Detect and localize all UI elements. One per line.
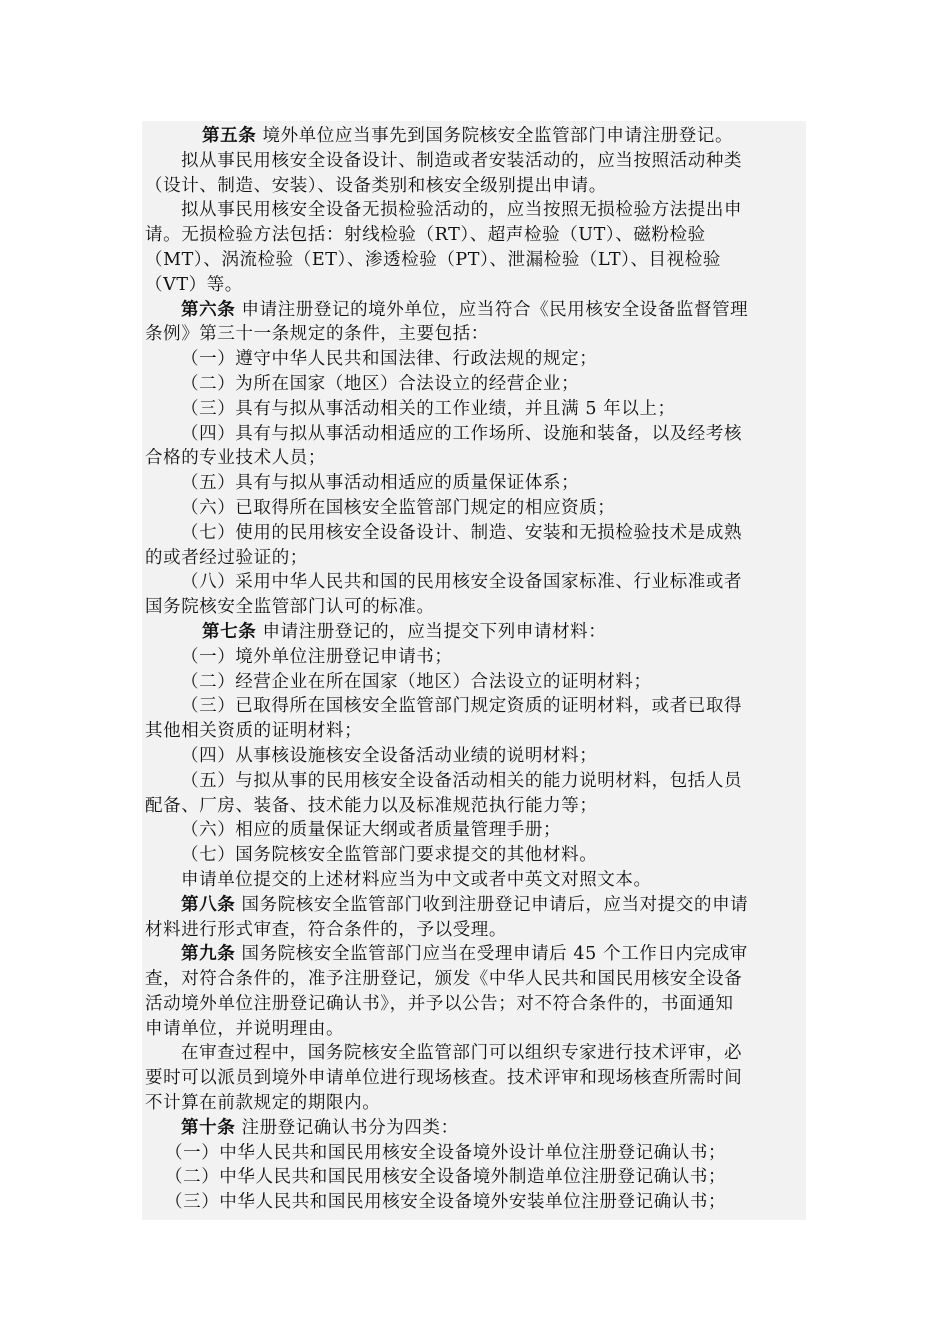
article-10-line-1: 第十条 注册登记确认书分为四类： (181, 1117, 459, 1138)
article-8-line-2: 材料进行形式审查，符合条件的，予以受理。 (145, 919, 507, 940)
article-6-line-1: 第六条 申请注册登记的境外单位，应当符合《民用核安全设备监督管理 (181, 299, 749, 320)
article-9-line-2: 查，对符合条件的，准予注册登记，颁发《中华人民共和国民用核安全设备 (145, 969, 743, 990)
article-5-heading: 第五条 (202, 126, 257, 146)
article-5-line-1: 第五条 境外单位应当事先到国务院核安全监管部门申请注册登记。 (202, 126, 734, 146)
article-10-item: （一）中华人民共和国民用核安全设备境外设计单位注册登记确认书； (165, 1142, 727, 1163)
article-5-p3-line-1: 拟从事民用核安全设备无损检验活动的，应当按照无损检验方法提出申 (181, 200, 743, 221)
article-9-p2-line-3: 不计算在前款规定的期限内。 (145, 1093, 381, 1114)
article-9-p2-line-2: 要时可以派员到境外申请单位进行现场核查。技术评审和现场核查所需时间 (145, 1068, 743, 1089)
article-6-item: （一）遵守中华人民共和国法律、行政法规的规定； (181, 349, 598, 370)
article-5-p3-line-2: 请。无损检验方法包括：射线检验（RT）、超声检验（UT）、磁粉检验 (145, 225, 706, 246)
article-6-item-cont: 的或者经过验证的； (145, 547, 308, 568)
article-9-line-1: 第九条 国务院核安全监管部门应当在受理申请后 45 个工作日内完成审 (181, 944, 748, 965)
article-6-line-2: 条例》第三十一条规定的条件，主要包括： (145, 324, 489, 345)
article-7-heading: 第七条 (202, 621, 257, 642)
article-6-item: （三）具有与拟从事活动相关的工作业绩，并且满 5 年以上； (181, 398, 676, 419)
article-5-p2-line-2: （设计、制造、安装）、设备类别和核安全级别提出申请。 (145, 175, 607, 196)
article-6-item: （六）已取得所在国核安全监管部门规定的相应资质； (181, 497, 616, 518)
article-7-item: （一）境外单位注册登记申请书； (181, 646, 453, 667)
article-6-item: （二）为所在国家（地区）合法设立的经营企业； (181, 373, 580, 394)
article-7-item-cont: 其他相关资质的证明材料； (145, 721, 363, 742)
article-5-p3-line-4: （VT）等。 (145, 274, 243, 295)
article-5-p3-line-3: （MT）、涡流检验（ET）、渗透检验（PT）、泄漏检验（LT）、目视检验 (145, 249, 721, 270)
article-6-item: （八）采用中华人民共和国的民用核安全设备国家标准、行业标准或者 (181, 572, 743, 593)
article-7-item-cont: 配备、厂房、装备、技术能力以及标准规范执行能力等； (145, 795, 598, 816)
article-7-item: （五）与拟从事的民用核安全设备活动相关的能力说明材料，包括人员 (181, 770, 743, 791)
article-7-item: （三）已取得所在国核安全监管部门规定资质的证明材料，或者已取得 (181, 696, 743, 717)
article-7-line-1: 第七条 申请注册登记的，应当提交下列申请材料： (202, 621, 607, 642)
document-body (145, 124, 809, 1215)
article-6-heading: 第六条 (181, 299, 236, 320)
article-6-item: （五）具有与拟从事活动相适应的质量保证体系； (181, 473, 580, 494)
article-8-line-1: 第八条 国务院核安全监管部门收到注册登记申请后，应当对提交的申请 (181, 894, 749, 915)
article-9-heading: 第九条 (181, 944, 236, 965)
article-6-item: （四）具有与拟从事活动相适应的工作场所、设施和装备，以及经考核 (181, 423, 743, 444)
article-10-item: （二）中华人民共和国民用核安全设备境外制造单位注册登记确认书； (165, 1167, 727, 1188)
article-8-heading: 第八条 (181, 894, 236, 915)
article-7-item: （六）相应的质量保证大纲或者质量管理手册； (181, 820, 562, 841)
article-7-item: （七）国务院核安全监管部门要求提交的其他材料。 (181, 845, 598, 866)
article-7-item: （四）从事核设施核安全设备活动业绩的说明材料； (181, 745, 598, 766)
article-9-p2-line-1: 在审查过程中，国务院核安全监管部门可以组织专家进行技术评审，必 (181, 1043, 743, 1064)
article-10-heading: 第十条 (181, 1117, 236, 1138)
article-10-item: （三）中华人民共和国民用核安全设备境外安装单位注册登记确认书； (165, 1192, 727, 1213)
article-9-line-4: 申请单位，并说明理由。 (145, 1018, 345, 1039)
article-7-item: （二）经营企业在所在国家（地区）合法设立的证明材料； (181, 671, 652, 692)
article-7-closing: 申请单位提交的上述材料应当为中文或者中英文对照文本。 (181, 869, 652, 890)
article-6-item: （七）使用的民用核安全设备设计、制造、安装和无损检验技术是成熟 (181, 522, 743, 543)
article-6-item-cont: 国务院核安全监管部门认可的标准。 (145, 597, 435, 618)
article-5-p2-line-1: 拟从事民用核安全设备设计、制造或者安装活动的，应当按照活动种类 (181, 150, 743, 171)
article-9-line-3: 活动境外单位注册登记确认书》，并予以公告；对不符合条件的，书面通知 (145, 993, 734, 1014)
article-6-item-cont: 合格的专业技术人员； (145, 448, 326, 469)
